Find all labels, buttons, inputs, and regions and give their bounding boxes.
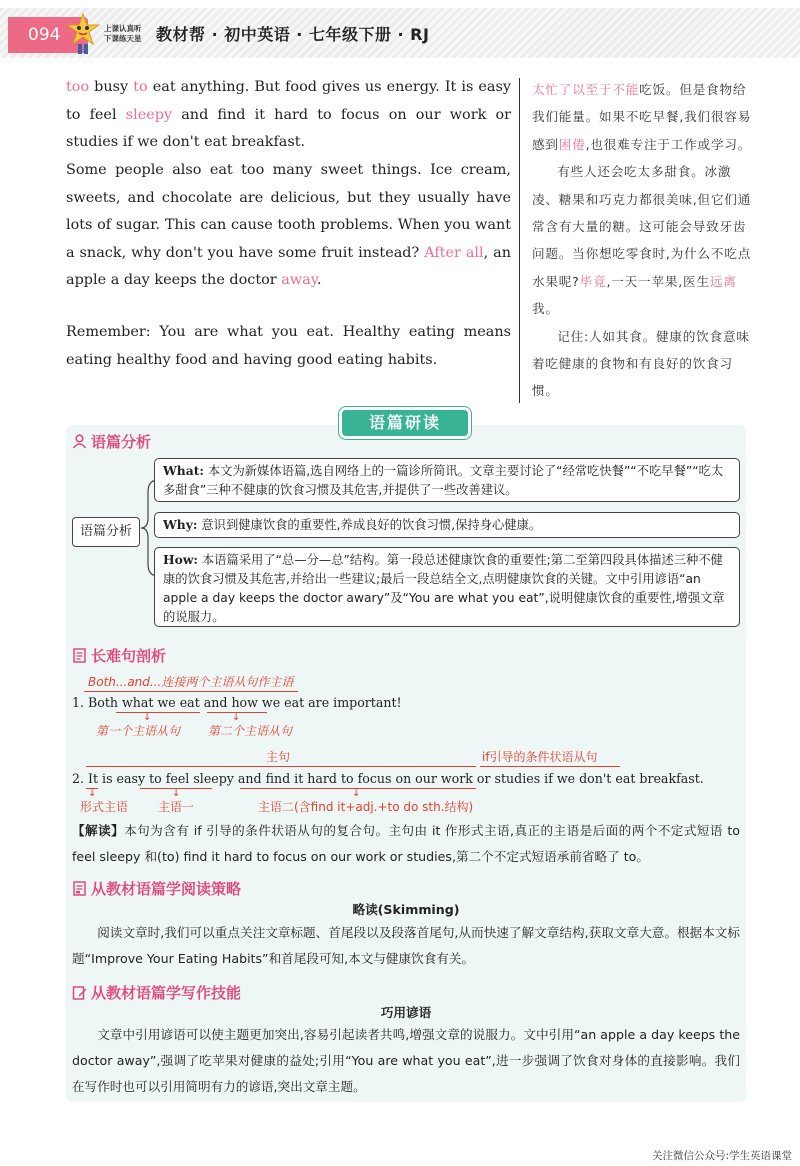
book-title: 教材帮 · 初中英语 · 七年级下册 · RJ xyxy=(156,25,430,44)
s2-note-a: 形式主语 xyxy=(80,800,129,814)
translation-paragraph-1: 太忙了以至于不能吃饭。但是食物给我们能量。如果不吃早餐,我们很容易感到困倦,也很难专注于工作或学习。 xyxy=(532,82,752,152)
article-paragraph-2: Some people also eat too many sweet things. Ice cream, sweets, and chocolate are delicious, but they usually have lots of sugar. This can cause tooth problems. When you want a snack, why don't you have some fruit instead? After all, an apple a day keeps the doctor away. xyxy=(66,162,512,288)
translation-paragraph-2: 有些人还会吃太多甜食。冰激凌、糖果和巧克力都很美味,但它们通常含有大量的糖。这可能会导致牙齿问题。当你想吃零食时,为什么不吃点水果呢?毕竟,一天一苹果,医生远离我。 xyxy=(532,164,752,317)
s1-note-a: 第一个主语从句 xyxy=(96,724,181,738)
s1-arrow-a: ↓ xyxy=(143,712,152,723)
page-header xyxy=(0,0,800,70)
column-divider xyxy=(519,78,520,403)
s2-note-if: if引导的条件状语从句 xyxy=(482,750,598,764)
reading-heading: 从教材语篇学阅读策略 xyxy=(72,878,241,899)
sentence-explanation: 【解读】本句为含有 if 引导的条件状语从句的复合句。主句由 it 作形式主语,真正的主语是后面的两个不定式短语 to feel sleepy 和(to) find it hard to focus on our work or studies,第二个不定式短语承前省略了 to。 xyxy=(72,823,740,864)
writing-heading: 从教材语篇学写作技能 xyxy=(72,982,241,1003)
notebook-icon xyxy=(72,881,87,896)
how-box: How: 本语篇采用了“总—分—总”结构。第一段总述健康饮食的重要性;第二至第四段具体描述三种不健康的饮食习惯及其危害,并给出一些建议;最后一段总结全文,点明健康饮食的关键。文中引用谚语“an apple a day keeps the doctor awary”及“You are what you eat”,说明健康饮食的重要性,增强文章的说服力。 xyxy=(154,547,740,627)
why-box: Why: 意识到健康饮食的重要性,养成良好的饮食习惯,保持身心健康。 xyxy=(154,512,740,538)
s2-note-main: 主句 xyxy=(266,750,291,764)
person-icon xyxy=(72,434,87,449)
sentence-1: 1. Both what we eat and how we eat are important! xyxy=(72,695,402,710)
s2-bracket-main xyxy=(86,766,476,767)
s1-note-b: 第二个主语从句 xyxy=(208,724,293,738)
sentence-2: 2. It is easy to feel sleepy and find it hard to focus on our work or studies if we don't eat breakfast. xyxy=(72,771,704,786)
edit-icon xyxy=(72,985,87,1000)
article-paragraph-3: Remember: You are what you eat. Healthy eating means eating healthy food and having good eating habits. xyxy=(66,324,511,368)
footer-note: 关注微信公众号:学生英语课堂 xyxy=(651,1150,792,1162)
analysis-heading: 语篇分析 xyxy=(72,431,151,452)
s2-arrow-b: ↓ xyxy=(172,788,181,799)
s2-bracket-if xyxy=(480,766,620,767)
reading-text: 阅读文章时,我们可以重点关注文章标题、首尾段以及段落首尾句,从而快速了解文章结构,获取文章大意。根据本文标题“Improve Your Eating Habits”和首尾段可知,本文与健康饮食有关。 xyxy=(72,925,740,966)
s1-arrow-b: ↓ xyxy=(232,712,241,723)
reading-subtitle: 略读(Skimming) xyxy=(352,902,460,917)
s1-bracket-top xyxy=(84,691,298,692)
section-banner: 语篇研读 xyxy=(342,410,468,436)
s2-arrow-a: ↓ xyxy=(88,788,97,799)
s1-underline-a xyxy=(116,712,200,713)
s2-arrow-c: ↓ xyxy=(352,788,361,799)
s2-note-b: 主语一 xyxy=(158,800,195,814)
page-number: 094 xyxy=(8,17,88,53)
what-box: What: 本文为新媒体语篇,选自网络上的一篇诊所简讯。文章主要讨论了“经常吃快餐”“不吃早餐”“吃太多甜食”三种不健康的饮食习惯及其危害,并提供了一些改善建议。 xyxy=(154,458,740,502)
writing-text: 文章中引用谚语可以使主题更加突出,容易引起读者共鸣,增强文章的说服力。文中引用“an apple a day keeps the doctor away”,强调了吃苹果对健康的益处;引用“You are what you eat”,进一步强调了饮食对身体的直接影响。我们在写作时也可以引用简明有力的谚语,突出文章主题。 xyxy=(72,1027,740,1094)
document-icon xyxy=(72,648,87,663)
analysis-label: 语篇分析 xyxy=(72,517,140,547)
writing-subtitle: 巧用谚语 xyxy=(380,1005,432,1020)
header-tagline: 上课认真听 下课练天星 xyxy=(104,24,142,43)
translation-paragraph-3: 记住:人如其食。健康的饮食意味着吃健康的食物和有良好的饮食习惯。 xyxy=(532,328,750,399)
sentence-heading: 长难句剖析 xyxy=(72,645,166,666)
article-paragraph-1: too busy to eat anything. But food gives us energy. It is easy to feel sleepy and find it hard to focus on our work or studies if we don't eat breakfast. xyxy=(66,79,511,150)
s1-note-top: Both...and...连接两个主语从句作主语 xyxy=(88,675,294,689)
mascot-icon xyxy=(66,12,100,56)
s2-note-c: 主语二(含find it+adj.+to do sth.结构) xyxy=(258,800,474,814)
article-translation xyxy=(532,76,752,405)
